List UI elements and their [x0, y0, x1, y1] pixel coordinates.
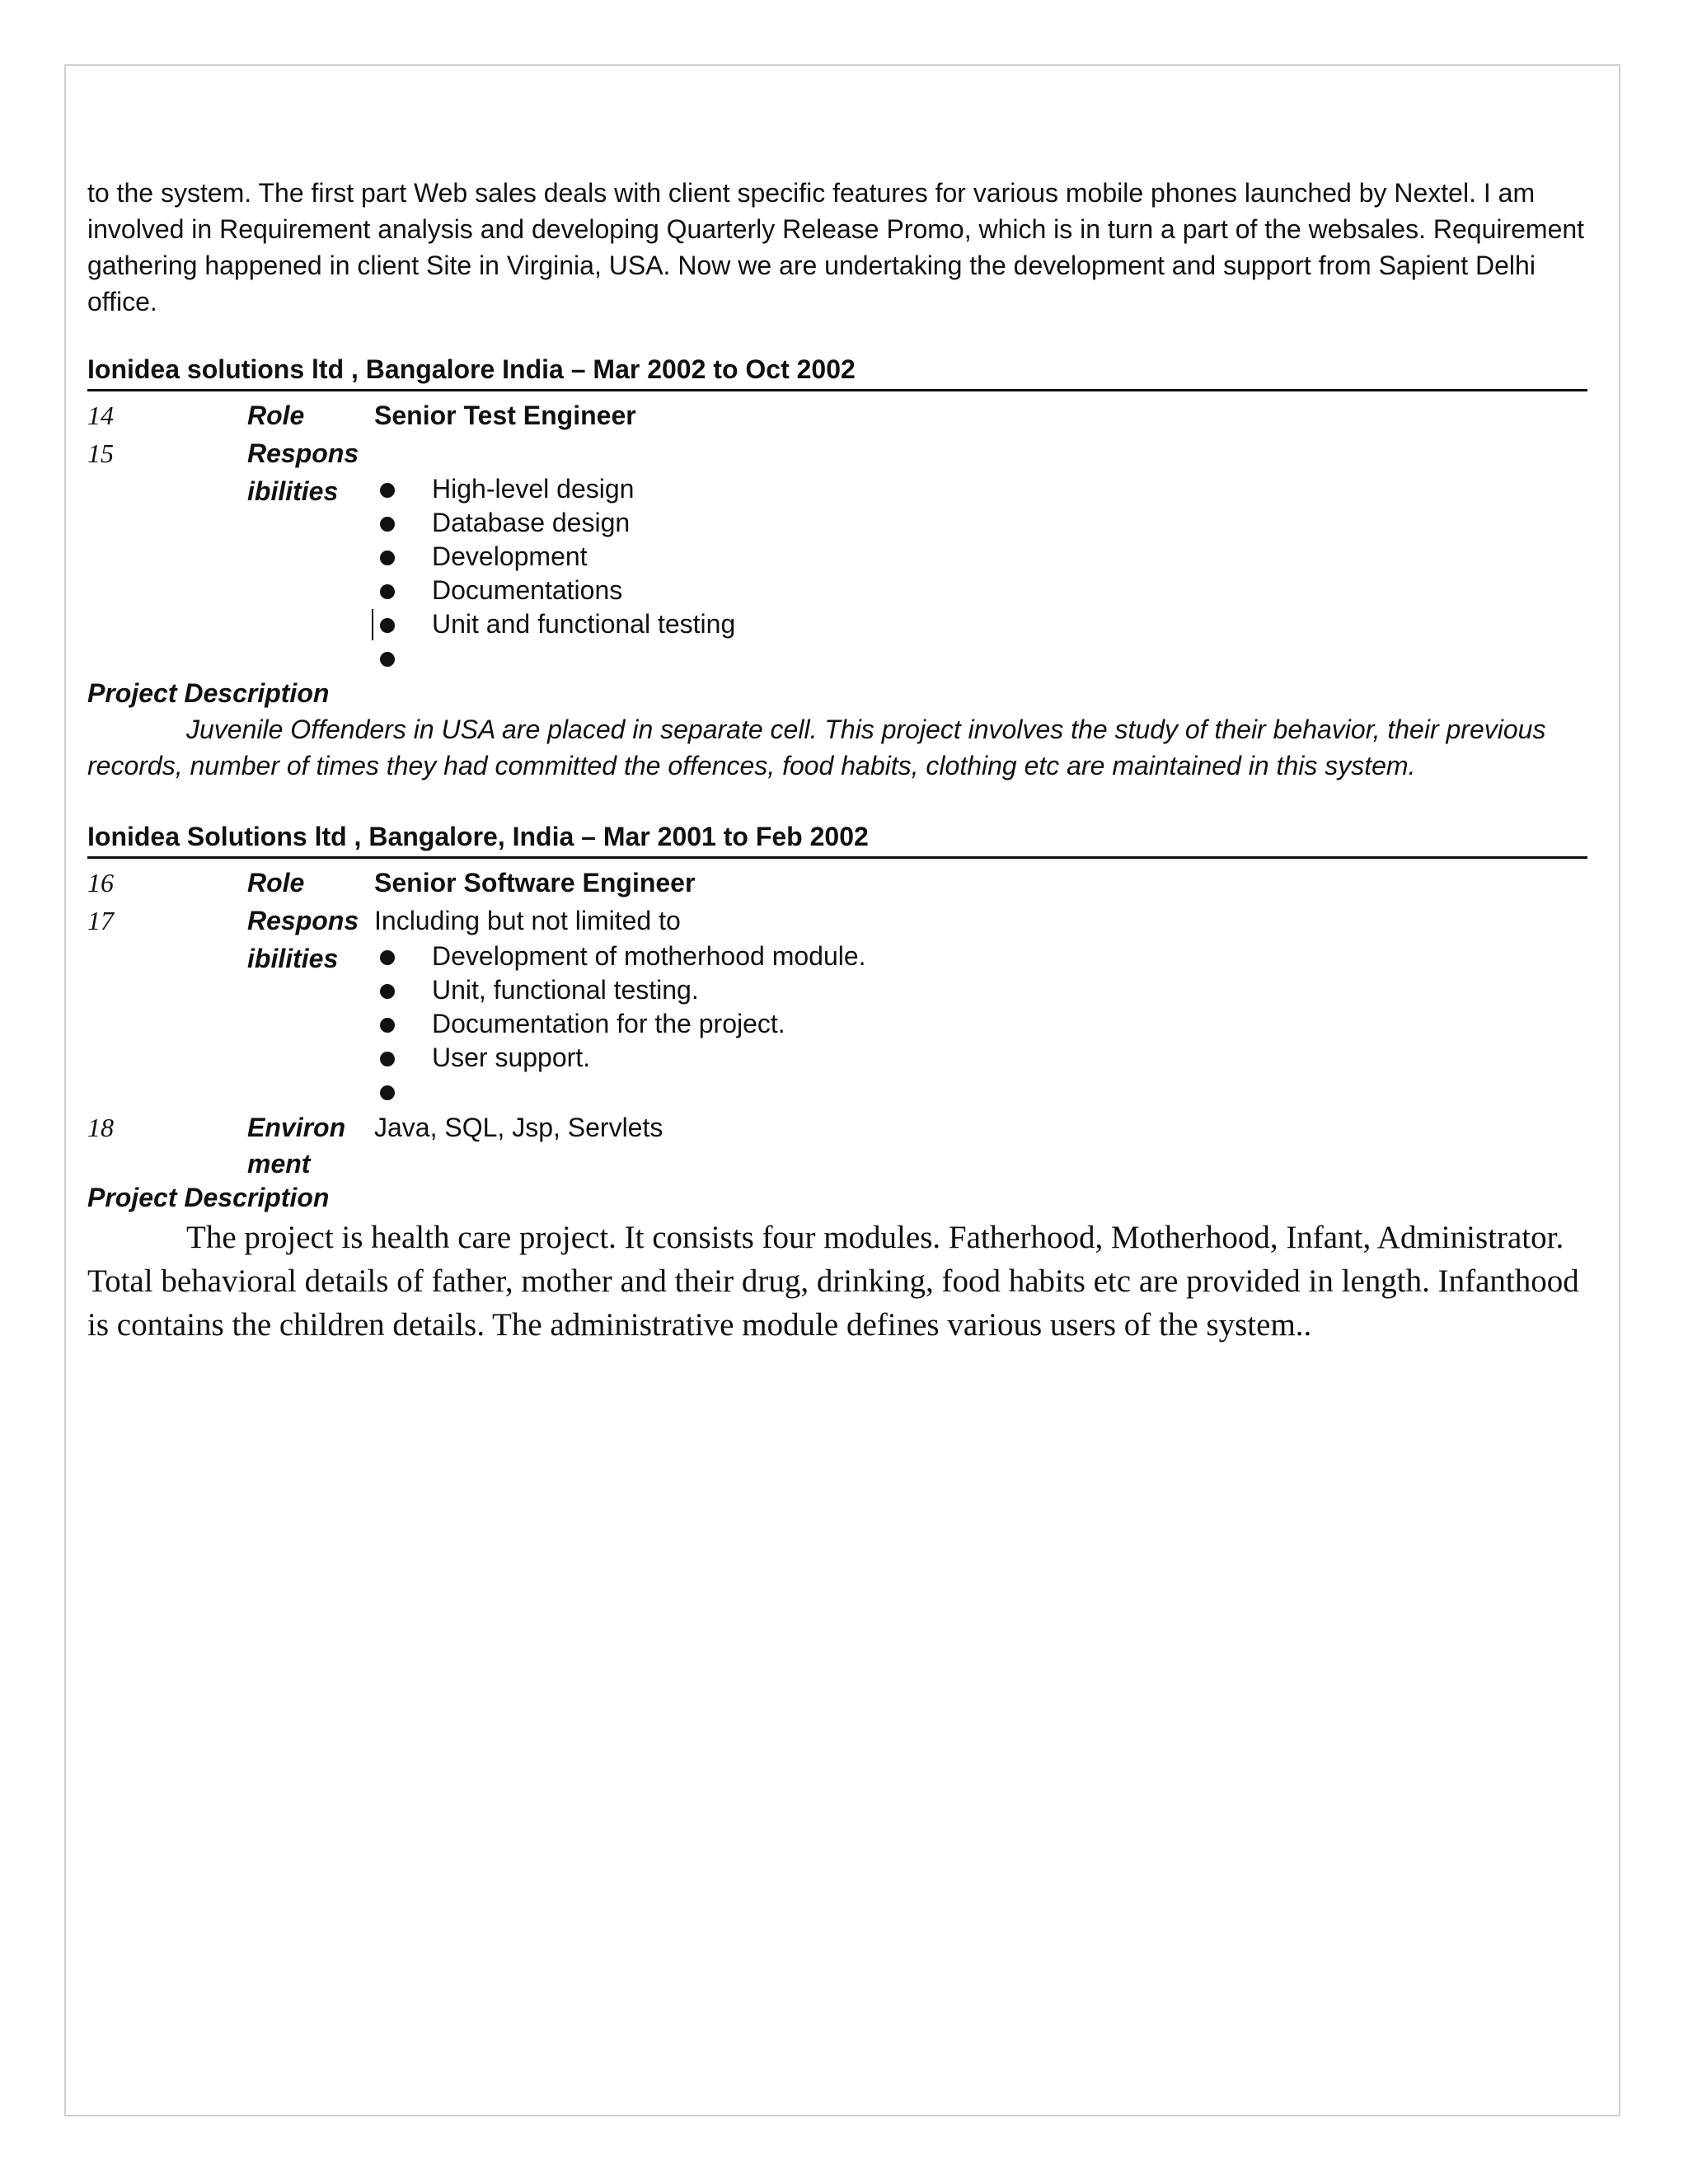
row-number: 17 — [87, 906, 114, 935]
row-number: 16 — [87, 868, 114, 898]
list-item-text: High-level design — [432, 474, 635, 504]
responsibilities-label-part1: Respons — [247, 438, 359, 468]
list-item — [374, 472, 1587, 506]
project-description-text: The project is health care project. It consists four modules. Fatherhood, Motherhood, Infant, Administrator. Total behavioral details of father, mother and their drug, drinking, food habits etc are provided in length. Infanthood is contains the children details. The administrative module defines various users of the system.. — [87, 1220, 1579, 1343]
experience-section-1 — [87, 353, 1587, 784]
bullet-icon — [380, 1052, 395, 1066]
bullet-icon — [380, 652, 395, 667]
intro-paragraph: to the system. The first part Web sales deals with client specific features for various mobile phones launched by Nextel. I am involved in Requirement analysis and developing Quarterly Release Promo, which is in turn a part of the websales. Requirement gathering happened in client Site in Virginia, USA. Now we are undertaking the development and support from Sapient Delhi office. — [87, 178, 1585, 316]
list-item-text: Documentations — [432, 575, 623, 605]
bullet-icon — [380, 984, 395, 999]
text-cursor — [372, 609, 373, 640]
environment-label-part1: Environ — [247, 1113, 346, 1142]
list-item — [374, 607, 1587, 641]
row-number: 14 — [87, 401, 114, 430]
row-number: 18 — [87, 1113, 114, 1142]
responsibilities-row — [87, 902, 1587, 1108]
list-item — [374, 540, 1587, 574]
project-description-heading: Project Description — [87, 1183, 330, 1212]
bullet-icon — [380, 551, 395, 565]
environment-value: Java, SQL, Jsp, Servlets — [374, 1113, 663, 1142]
company-heading: Ionidea Solutions ltd , Bangalore, India – Mar 2001 to Feb 2002 — [87, 820, 1587, 859]
responsibilities-list — [374, 472, 1587, 675]
list-item — [374, 940, 1587, 973]
bullet-icon — [380, 584, 395, 599]
row-number: 15 — [87, 438, 114, 468]
bullet-icon — [380, 950, 395, 965]
role-value: Senior Test Engineer — [374, 401, 636, 430]
responsibilities-intro: Including but not limited to — [374, 906, 681, 935]
list-item-text: Database design — [432, 508, 631, 537]
list-item-text: Documentation for the project. — [432, 1009, 785, 1038]
role-value: Senior Software Engineer — [374, 868, 696, 898]
list-item — [374, 574, 1587, 607]
role-row — [87, 396, 1587, 434]
environment-label-part2: ment — [247, 1149, 311, 1179]
responsibilities-label-part2: ibilities — [247, 944, 339, 973]
role-row — [87, 864, 1587, 902]
responsibilities-label-part1: Respons — [247, 906, 359, 935]
bullet-icon — [380, 517, 395, 532]
list-item — [374, 506, 1587, 540]
project-description-heading: Project Description — [87, 678, 330, 708]
role-label: Role — [247, 868, 305, 898]
list-item-text: Unit, functional testing. — [432, 975, 699, 1005]
experience-section-2 — [87, 820, 1587, 1347]
responsibilities-label-part2: ibilities — [247, 476, 339, 506]
document-content — [87, 175, 1587, 1347]
responsibilities-list — [374, 940, 1587, 1108]
list-item-text: Unit and functional testing — [432, 609, 736, 639]
list-item-text: Development — [432, 541, 588, 571]
list-item-text: Development of motherhood module. — [432, 941, 866, 971]
responsibilities-row — [87, 434, 1587, 675]
role-label: Role — [247, 401, 305, 430]
environment-row — [87, 1108, 1587, 1179]
bullet-icon — [380, 483, 395, 498]
list-item-text: User support. — [432, 1043, 591, 1072]
list-item — [374, 1007, 1587, 1041]
list-item — [374, 1075, 1587, 1108]
list-item — [374, 973, 1587, 1007]
project-description-text: Juvenile Offenders in USA are placed in separate cell. This project involves the study of their behavior, their previous records, number of times they had committed the offences, food habits, clothing etc are maintained in this system. — [87, 715, 1546, 780]
bullet-icon — [380, 618, 395, 633]
company-heading: Ionidea solutions ltd , Bangalore India – Mar 2002 to Oct 2002 — [87, 353, 1587, 391]
list-item — [374, 1041, 1587, 1075]
bullet-icon — [380, 1018, 395, 1033]
bullet-icon — [380, 1085, 395, 1100]
list-item — [374, 641, 1587, 675]
